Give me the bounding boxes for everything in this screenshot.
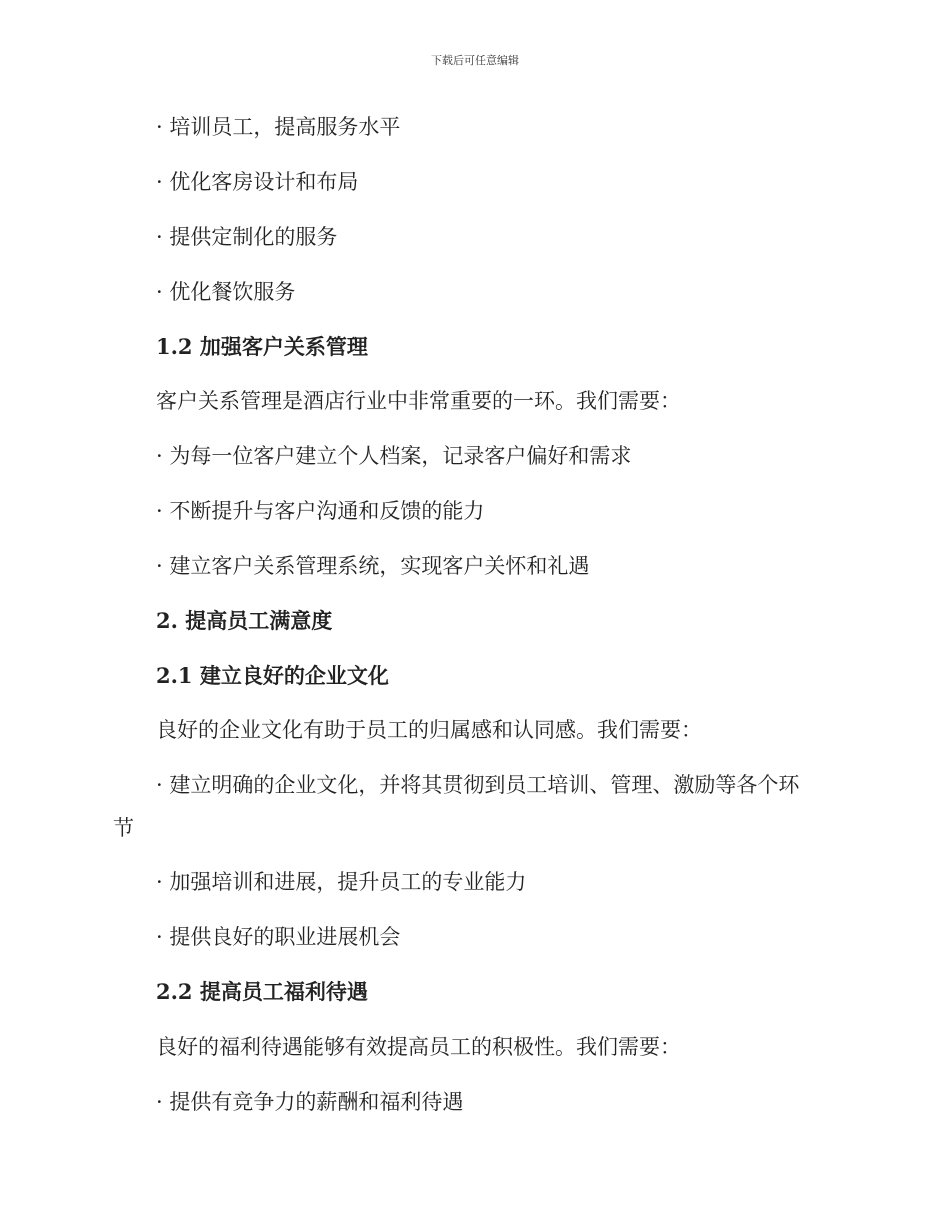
bullet-item: · 不断提升与客户沟通和反馈的能力 [156,499,485,523]
section-heading: 2.2 提高员工福利待遇 [156,979,368,1004]
bullet-item: · 优化客房设计和布局 [156,170,359,194]
bullet-item: · 提供良好的职业进展机会 [156,925,401,949]
bullet-item: · 培训员工，提高服务水平 [156,115,401,139]
bullet-item: · 提供定制化的服务 [156,225,338,249]
bullet-item: · 加强培训和进展，提升员工的专业能力 [156,870,527,894]
section-heading: 1.2 加强客户关系管理 [156,334,368,359]
bullet-item-continuation: 节 [113,816,134,840]
bullet-item: · 建立明确的企业文化，并将其贯彻到员工培训、管理、激励等各个环 [156,773,800,797]
bullet-item: · 为每一位客户建立个人档案，记录客户偏好和需求 [156,444,632,468]
page-header: 下载后可任意编辑 [431,54,519,67]
bullet-item: · 优化餐饮服务 [156,280,296,304]
section-heading: 2.1 建立良好的企业文化 [156,663,389,688]
section-heading: 2. 提高员工满意度 [156,608,333,633]
bullet-item: · 建立客户关系管理系统，实现客户关怀和礼遇 [156,554,590,578]
paragraph: 良好的企业文化有助于员工的归属感和认同感。我们需要： [156,718,702,742]
paragraph: 良好的福利待遇能够有效提高员工的积极性。我们需要： [156,1035,681,1059]
bullet-item: · 提供有竞争力的薪酬和福利待遇 [156,1090,464,1114]
paragraph: 客户关系管理是酒店行业中非常重要的一环。我们需要： [156,389,681,413]
